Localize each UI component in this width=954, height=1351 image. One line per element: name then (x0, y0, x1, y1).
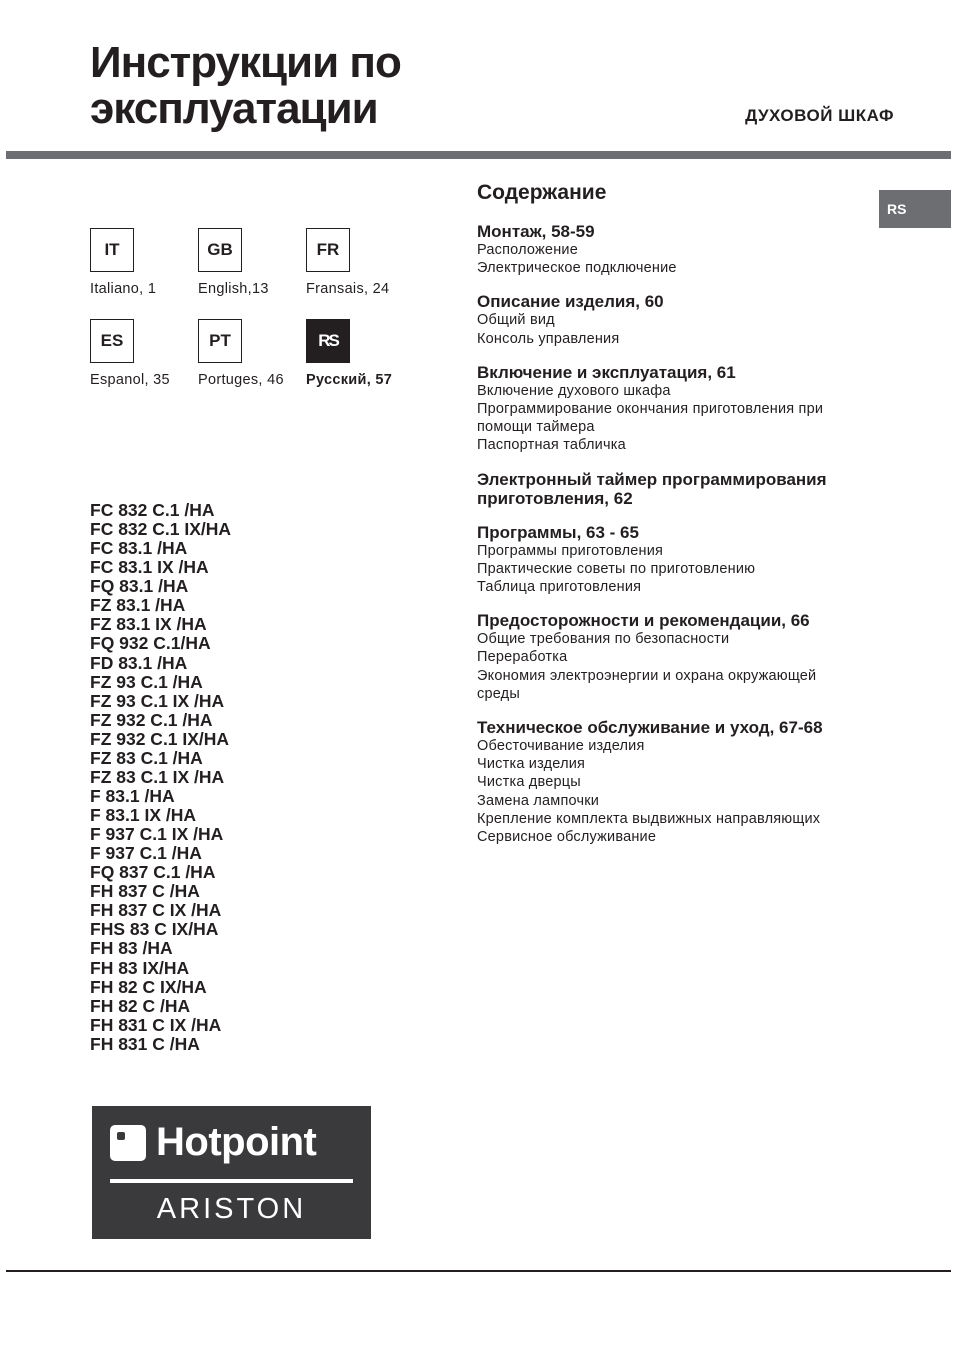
toc-item[interactable]: Практические советы по приготовлению (477, 560, 756, 577)
language-label: Fransais, 24 (306, 281, 390, 297)
language-label: English,13 (198, 281, 269, 297)
model-item: FZ 83.1 /HA (90, 595, 186, 616)
language-item-fr[interactable] (306, 228, 416, 297)
model-item: F 937 C.1 IX /HA (90, 824, 224, 845)
brand-square-icon (110, 1125, 146, 1161)
model-list (90, 501, 231, 1054)
title-line-1: Инструкции по (90, 38, 401, 87)
language-item-pt[interactable] (198, 319, 308, 388)
model-item: FD 83.1 /HA (90, 652, 188, 673)
toc-item[interactable]: Включение духового шкафа (477, 382, 671, 399)
language-code-box-active: RS (306, 319, 350, 363)
toc-item[interactable]: Чистка изделия (477, 756, 586, 773)
toc-item[interactable]: Программы приготовления (477, 542, 664, 559)
toc-section-maintenance (477, 718, 857, 846)
model-item: FZ 932 C.1 IX/HA (90, 728, 230, 749)
language-code-box: GB (198, 228, 242, 272)
toc-item[interactable]: Программирование окончания приготовления при помощи таймера (477, 401, 824, 436)
language-label: Espanol, 35 (90, 372, 170, 388)
toc-section-installation (477, 222, 857, 277)
language-tab: RS (879, 190, 951, 228)
toc-heading[interactable]: Электронный таймер программирования приготовления, 62 (477, 469, 827, 508)
logo-brand-name: Hotpoint (156, 1120, 317, 1164)
language-item-gb[interactable] (198, 228, 308, 297)
toc-item[interactable]: Электрическое подключение (477, 260, 677, 277)
model-item: FC 83.1 IX /HA (90, 557, 209, 578)
model-item: FH 837 C IX /HA (90, 900, 222, 921)
language-code-box: ES (90, 319, 134, 363)
language-code-box: FR (306, 228, 350, 272)
model-item: FH 82 C IX/HA (90, 976, 207, 997)
language-item-es[interactable] (90, 319, 200, 388)
model-item: FH 831 C IX /HA (90, 1014, 222, 1035)
toc-section-start-and-use (477, 363, 857, 455)
model-item: FH 82 C /HA (90, 995, 191, 1016)
model-item: FHS 83 C IX/HA (90, 919, 219, 940)
toc-heading[interactable]: Включение и эксплуатация, 61 (477, 362, 736, 382)
toc-section-timer (477, 470, 857, 508)
logo-divider (110, 1179, 353, 1183)
toc-heading[interactable]: Техническое обслуживание и уход, 67-68 (477, 718, 823, 738)
language-code-box: IT (90, 228, 134, 272)
model-item: FC 832 C.1 /HA (90, 500, 215, 520)
model-item: FQ 83.1 /HA (90, 576, 189, 597)
bottom-divider (6, 1270, 951, 1272)
model-item: FZ 932 C.1 /HA (90, 709, 213, 730)
title-line-2: эксплуатации (90, 84, 378, 133)
toc-section-precautions (477, 611, 857, 703)
toc-item[interactable]: Консоль управления (477, 330, 620, 347)
table-of-contents (477, 222, 857, 861)
language-label-active: Русский, 57 (306, 372, 393, 388)
toc-item[interactable]: Чистка дверцы (477, 774, 581, 791)
document-title (90, 40, 401, 132)
toc-item[interactable]: Переработка (477, 649, 568, 666)
toc-heading[interactable]: Предосторожности и рекомендации, 66 (477, 611, 810, 631)
toc-item[interactable]: Экономия электроэнергии и охрана окружающей среды (477, 667, 817, 702)
model-item: FZ 93 C.1 /HA (90, 671, 203, 692)
model-item: FH 831 C /HA (90, 1033, 200, 1054)
model-item: FZ 83 C.1 /HA (90, 747, 203, 768)
model-item: FC 832 C.1 IX/HA (90, 519, 232, 540)
toc-item[interactable]: Общий вид (477, 312, 555, 329)
top-divider (6, 151, 951, 159)
model-item: FC 83.1 /HA (90, 538, 188, 559)
model-item: FH 83 /HA (90, 938, 173, 959)
toc-heading[interactable]: Монтаж, 58-59 (477, 222, 595, 241)
model-item: F 83.1 IX /HA (90, 805, 197, 825)
model-item: FZ 93 C.1 IX /HA (90, 690, 225, 711)
model-item: FH 83 IX/HA (90, 957, 190, 978)
toc-item[interactable]: Замена лампочки (477, 792, 600, 809)
toc-section-programmes (477, 523, 857, 597)
contents-title: Содержание (477, 181, 607, 204)
toc-item[interactable]: Обесточивание изделия (477, 738, 645, 755)
language-label: Italiano, 1 (90, 281, 157, 297)
toc-heading[interactable]: Описание изделия, 60 (477, 292, 664, 312)
logo-sub-brand: ARISTON (156, 1193, 307, 1225)
product-type: ДУХОВОЙ ШКАФ (745, 106, 894, 125)
toc-item[interactable]: Сервисное обслуживание (477, 829, 657, 846)
language-label: Portuges, 46 (198, 372, 284, 388)
language-item-it[interactable] (90, 228, 200, 297)
model-item: FH 837 C /HA (90, 881, 200, 902)
model-item: FQ 837 C.1 /HA (90, 862, 216, 883)
model-item: FZ 83 C.1 IX /HA (90, 766, 225, 787)
language-item-rs[interactable] (306, 319, 416, 388)
toc-item[interactable]: Расположение (477, 242, 578, 258)
toc-item[interactable]: Общие требования по безопасности (477, 631, 730, 648)
toc-item[interactable]: Крепление комплекта выдвижных направляющих (477, 810, 821, 827)
language-code-box: PT (198, 319, 242, 363)
model-item: F 937 C.1 /HA (90, 843, 202, 864)
brand-logo (92, 1106, 371, 1239)
model-item: F 83.1 /HA (90, 785, 175, 806)
model-item: FZ 83.1 IX /HA (90, 614, 207, 635)
brand-dot-icon (117, 1132, 125, 1140)
toc-item[interactable]: Таблица приготовления (477, 579, 642, 596)
model-item: FQ 932 C.1/HA (90, 633, 211, 654)
toc-item[interactable]: Паспортная табличка (477, 437, 626, 454)
toc-heading[interactable]: Программы, 63 - 65 (477, 522, 639, 542)
toc-section-description (477, 292, 857, 347)
